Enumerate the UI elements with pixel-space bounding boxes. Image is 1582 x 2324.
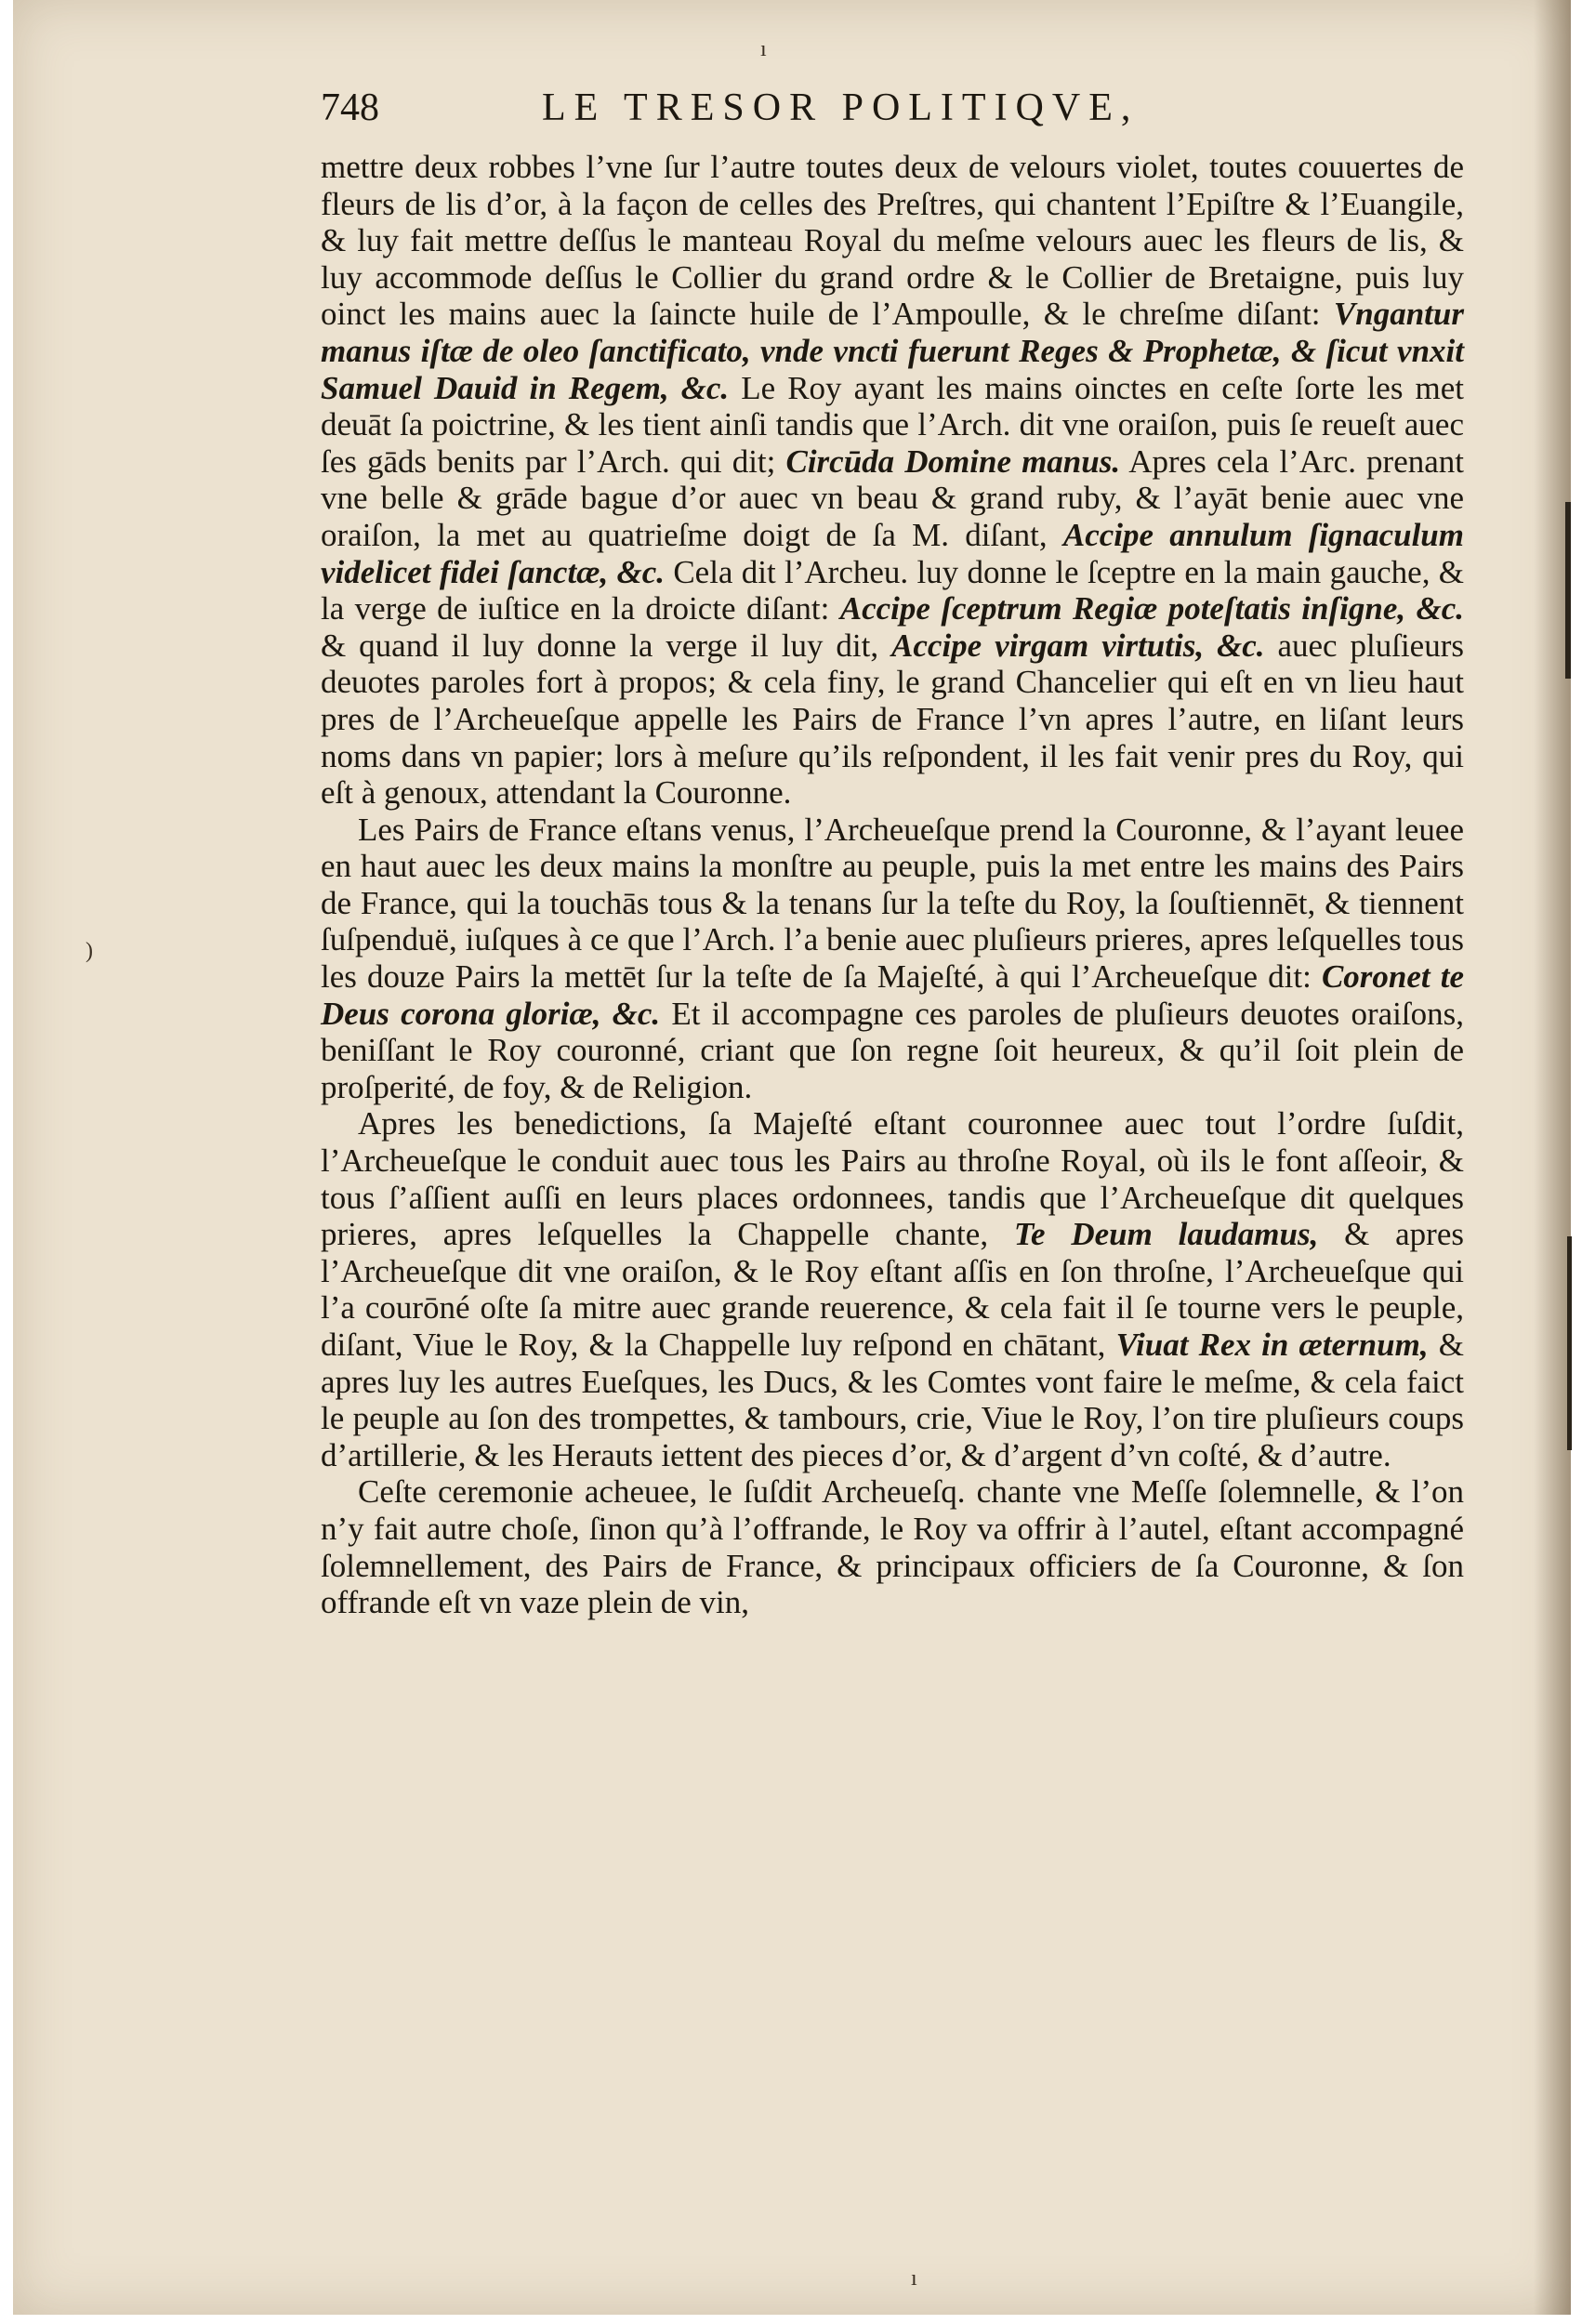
paragraph (321, 1105, 1464, 1473)
text-run: & quand il luy donne la verge il luy dit, (321, 627, 892, 664)
text-run: & apres luy les autres Eueſques, les Ducs, & les Comtes vont faire le meſme, & cela faict le peuple au ſon des trompettes, & tambours, crie, Viue le Roy, l’on tire pluſieurs coups d’artillerie, & les Herauts iettent des pieces d’or, & d’argent d’vn coſté, & d’autre. (321, 1327, 1464, 1473)
paragraph (321, 812, 1464, 1106)
text-run: Et il accompagne ces paroles de pluſieurs deuotes oraiſons, beniſſant le Roy couronné, criant que ſon regne ſoit heureux, & qu’il ſoit plein de proſperité, de foy, & de Religion. (321, 995, 1465, 1105)
page-number: 748 (321, 86, 379, 129)
latin-quotation: Accipe virgam virtutis, &c. (891, 627, 1265, 664)
text-run: & apres l’Archeueſque dit vne oraiſon, & le Roy eſtant aſſis en ſon throſne, l’Archeueſque qui l’a courōné oſte ſa mitre auec grande reuerence, & cela fait il ſe tourne vers le peuple, diſant, Viue le Roy, & la Chappelle luy reſpond en chātant, (321, 1216, 1464, 1363)
text-run: Apres cela l’Arc. prenant vne belle & grāde bague d’or auec vn beau & grand ruby, & l’ayāt benie auec vne oraiſon, la met au quatrieſme doigt de ſa M. diſant, (321, 442, 1464, 553)
latin-quotation: Circūda Domine manus. (785, 442, 1121, 480)
latin-quotation: Accipe ſceptrum Regiæ poteſtatis inſigne, &c. (839, 590, 1464, 627)
latin-quotation: Viuat Rex in æternum, (1115, 1327, 1429, 1363)
latin-quotation: Te Deum laudamus, (1013, 1216, 1319, 1253)
running-header (321, 86, 1464, 141)
edge-bar (1567, 1236, 1572, 1450)
text-run: auec pluſieurs deuotes paroles fort à propos; & cela finy, le grand Chancelier qui eſt en vn lieu haut pres de l’Archeueſque appelle les Pairs de France l’vn apres l’autre, en liſant leurs noms dans vn papier; lors à meſure qu’ils reſpondent, il les fait venir pres du Roy, qui eſt à genoux, attendant la Couronne. (321, 627, 1464, 812)
paragraph (321, 149, 1464, 812)
text-run: Les Pairs de France eſtans venus, l’Archeueſque prend la Couronne, & l’ayant leuee en haut auec les deux mains la monſtre au peuple, puis la met entre les mains des Pairs de France, qui la touchās tous & la tenans ſur la teſte du Roy, la ſouſtiennēt, & tiennent ſuſpenduë, iuſques à ce que l’Arch. l’a benie auec pluſieurs prieres, apres leſquelles tous les douze Pairs la mettēt ſur la teſte de ſa Majeſté, à qui l’Archeueſque dit: (321, 811, 1464, 996)
text-run: mettre deux robbes l’vne ſur l’autre toutes deux de velours violet, toutes couuertes de fleurs de lis d’or, à la façon de celles des Preſtres, qui chantent l’Epiſtre & l’Euangile, & luy fait mettre deſſus le manteau Royal du meſme velours auec les fleurs de lis, & luy accommode deſſus le Collier du grand ordre & le Collier de Bretaigne, puis luy oinct les mains auec la ſaincte huile de l’Ampoulle, & le chreſme diſant: (321, 149, 1464, 333)
body-text (321, 149, 1464, 1621)
running-title: LE TRESOR POLITIQVE, (542, 86, 1140, 129)
latin-quotation: Vngantur manus iſtæ de oleo ſanctificato, vnde vncti fuerunt Reges & Prophetæ, & ſicut vnxit Samuel Dauid in Regem, &c. (321, 296, 1464, 406)
latin-quotation: Accipe annulum ſignaculum videlicet fidei ſanctæ, &c. (321, 516, 1464, 590)
latin-quotation: Coronet te Deus corona gloriæ, &c. (321, 958, 1464, 1032)
margin-mark: ı (911, 2266, 917, 2291)
edge-bar (1565, 502, 1571, 679)
text-run: Le Roy ayant les mains oinctes en ceſte ſorte les met deuāt ſa poictrine, & les tient ainſi tandis que l’Arch. dit vne oraiſon, puis ſe reueſt auec ſes gāds benits par l’Arch. qui dit; (321, 369, 1464, 480)
paragraph (321, 1473, 1464, 1620)
text-run: Cela dit l’Archeu. luy donne le ſceptre en la main gauche, & la verge de iuſtice en la droicte diſant: (321, 553, 1464, 627)
margin-mark: ı (760, 37, 767, 61)
margin-mark: ) (86, 939, 93, 963)
text-run: Apres les benedictions, ſa Majeſté eſtant couronnee auec tout l’ordre ſuſdit, l’Archeueſque le conduit auec tous les Pairs au throſne Royal, où ils le font aſſeoir, & tous ſ’aſſient auſſi en leurs places ordonnees, tandis que l’Archeueſque dit quelques prieres, apres leſquelles la Chappelle chante, (321, 1105, 1464, 1253)
text-run: Ceſte ceremonie acheuee, le ſuſdit Archeueſq. chante vne Meſſe ſolemnelle, & l’on n’y fait autre choſe, ſinon qu’à l’offrande, le Roy va offrir à l’autel, eſtant accompagné ſolemnellement, des Pairs de France, & principaux officiers de ſa Couronne, & ſon offrande eſt vn vaze plein de vin, (321, 1473, 1464, 1621)
binding-gutter (1534, 0, 1571, 2315)
